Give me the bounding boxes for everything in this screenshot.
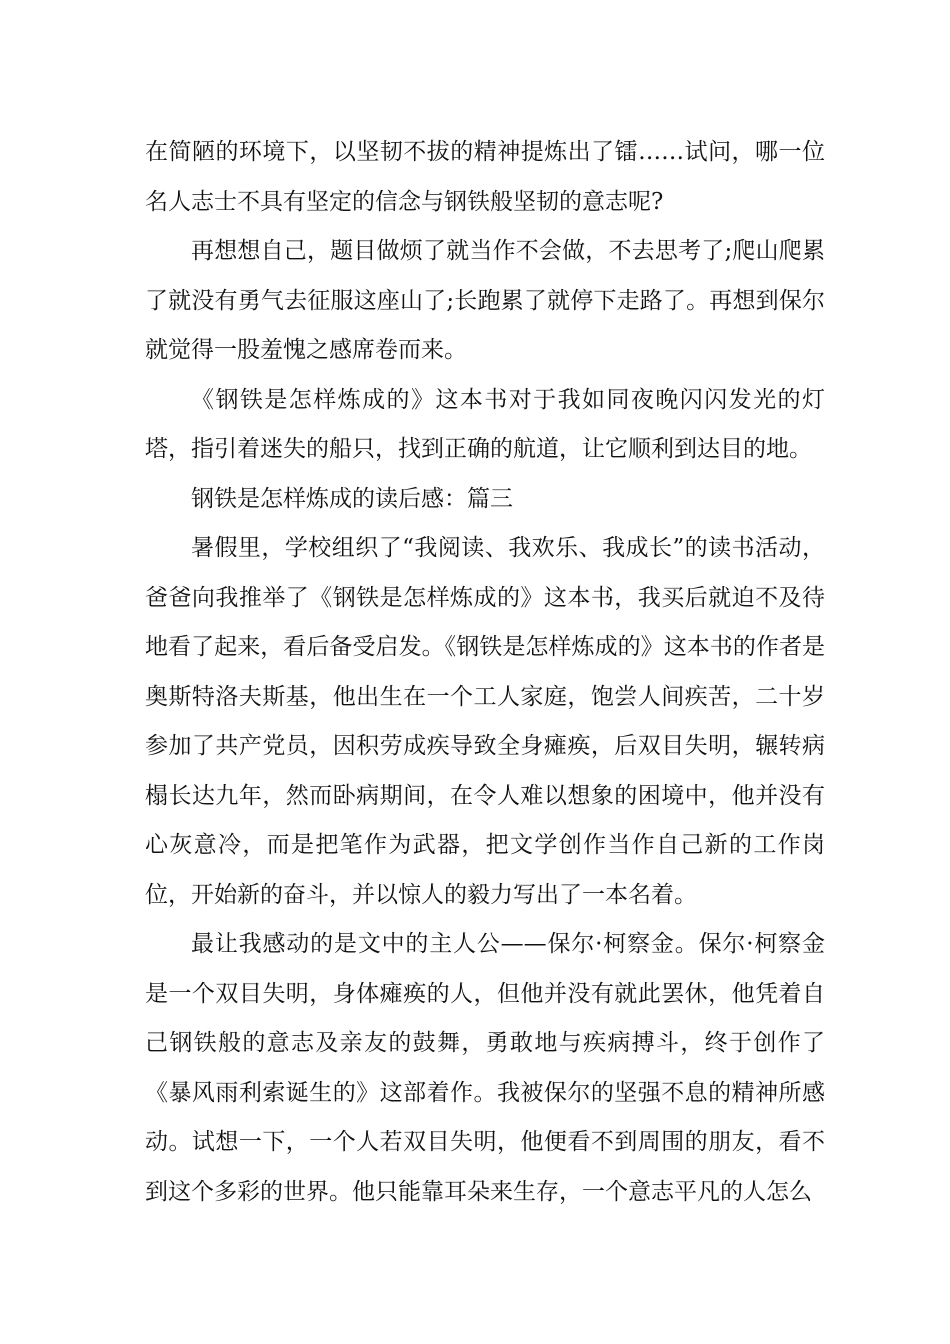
paragraph-pavel-korchagin: 最让我感动的是文中的主人公——保尔·柯察金。保尔·柯察金是一个双目失明，身体瘫痪的人，但他并没有就此罢休，他凭着自己钢铁般的意志及亲友的鼓舞，勇敢地与疾病搏斗，终于创作了《暴风雨利索诞生的》这部着作。我被保尔的坚强不息的精神所感动。试想一下，一个人若双目失明，他便看不到周围的朋友，看不到这个多彩的世界。他只能靠耳朵来生存，一个意志平凡的人怎么: [145, 931, 825, 1205]
paragraph-summer-reading: 暑假里，学校组织了“我阅读、我欢乐、我成长”的读书活动，爸爸向我推举了《钢铁是怎样炼成的》这本书，我买后就迫不及待地看了起来，看后备受启发。《钢铁是怎样炼成的》这本书的作者是奥斯特洛夫斯基，他出生在一个工人家庭，饱尝人间疾苦，二十岁参加了共产党员，因积劳成疾导致全身瘫痪，后双目失明，辗转病榻长达九年，然而卧病期间，在令人难以想象的困境中，他并没有心灰意冷，而是把笔作为武器，把文学创作当作自己新的工作岗位，开始新的奋斗，并以惊人的毅力写出了一本名着。: [145, 535, 825, 908]
paragraph-lighthouse: 《钢铁是怎样炼成的》这本书对于我如同夜晚闪闪发光的灯塔，指引着迷失的船只，找到正确的航道，让它顺利到达目的地。: [145, 386, 825, 462]
document-body: [145, 128, 825, 1217]
section-heading: 钢铁是怎样炼成的读后感：篇三: [191, 485, 513, 512]
paragraph-reflection: 再想想自己，题目做烦了就当作不会做，不去思考了;爬山爬累了就没有勇气去征服这座山了;长跑累了就停下走路了。再想到保尔就觉得一股羞愧之感席卷而来。: [145, 238, 825, 363]
paragraph-continuation: 在简陋的环境下，以坚韧不拔的精神提炼出了镭……试问，哪一位名人志士不具有坚定的信念与钢铁般坚韧的意志呢?: [145, 139, 825, 215]
